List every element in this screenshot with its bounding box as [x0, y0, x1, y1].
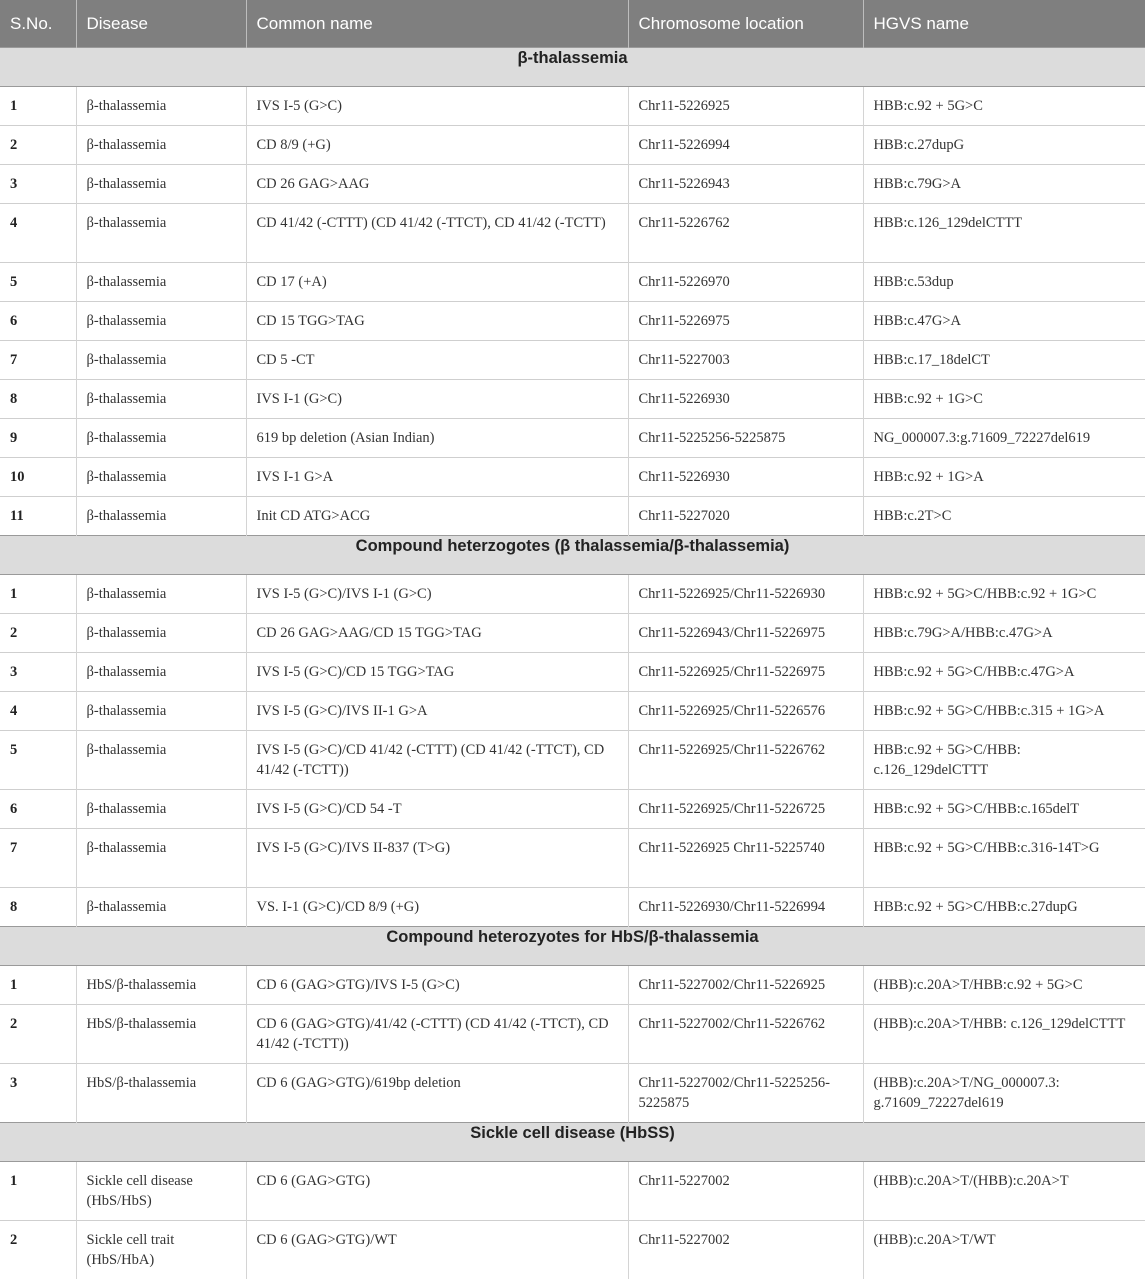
cell-common-name: CD 5 -CT — [246, 341, 628, 380]
cell-hgvs-name: HBB:c.2T>C — [863, 497, 1145, 536]
cell-chromosome-location: Chr11-5226925 — [628, 87, 863, 126]
cell-common-name: Init CD ATG>ACG — [246, 497, 628, 536]
table-body — [0, 48, 1145, 1280]
cell-hgvs-name: HBB:c.92 + 1G>C — [863, 380, 1145, 419]
table-row — [0, 302, 1145, 341]
cell-disease: β-thalassemia — [76, 497, 246, 536]
cell-common-name: CD 41/42 (-CTTT) (CD 41/42 (-TTCT), CD 41/42 (-TCTT) — [246, 204, 628, 263]
table-row — [0, 614, 1145, 653]
cell-sno: 3 — [0, 165, 76, 204]
cell-common-name: IVS I-1 (G>C) — [246, 380, 628, 419]
cell-hgvs-name: HBB:c.126_129delCTTT — [863, 204, 1145, 263]
cell-chromosome-location: Chr11-5226930 — [628, 458, 863, 497]
cell-chromosome-location: Chr11-5226943/Chr11-5226975 — [628, 614, 863, 653]
header-sno: S.No. — [0, 0, 76, 48]
cell-chromosome-location: Chr11-5226762 — [628, 204, 863, 263]
cell-disease: β-thalassemia — [76, 204, 246, 263]
cell-chromosome-location: Chr11-5226930/Chr11-5226994 — [628, 888, 863, 927]
cell-common-name: IVS I-5 (G>C) — [246, 87, 628, 126]
cell-chromosome-location: Chr11-5227003 — [628, 341, 863, 380]
cell-common-name: 619 bp deletion (Asian Indian) — [246, 419, 628, 458]
table-row — [0, 380, 1145, 419]
cell-common-name: CD 15 TGG>TAG — [246, 302, 628, 341]
cell-sno: 7 — [0, 341, 76, 380]
cell-chromosome-location: Chr11-5226930 — [628, 380, 863, 419]
cell-hgvs-name: HBB:c.92 + 5G>C/HBB:c.316-14T>G — [863, 829, 1145, 888]
cell-chromosome-location: Chr11-5227002/Chr11-5226762 — [628, 1005, 863, 1064]
cell-hgvs-name: (HBB):c.20A>T/NG_000007.3: g.71609_72227del619 — [863, 1064, 1145, 1123]
header-disease: Disease — [76, 0, 246, 48]
header-common-name: Common name — [246, 0, 628, 48]
section-title: β-thalassemia — [0, 48, 1145, 87]
cell-chromosome-location: Chr11-5226943 — [628, 165, 863, 204]
cell-common-name: CD 6 (GAG>GTG)/619bp deletion — [246, 1064, 628, 1123]
cell-disease: β-thalassemia — [76, 380, 246, 419]
header-chromosome-location: Chromosome location — [628, 0, 863, 48]
cell-sno: 2 — [0, 126, 76, 165]
cell-disease: β-thalassemia — [76, 575, 246, 614]
section-header-row — [0, 48, 1145, 87]
cell-chromosome-location: Chr11-5226925/Chr11-5226576 — [628, 692, 863, 731]
cell-hgvs-name: (HBB):c.20A>T/HBB: c.126_129delCTTT — [863, 1005, 1145, 1064]
cell-hgvs-name: HBB:c.92 + 5G>C/HBB:c.27dupG — [863, 888, 1145, 927]
cell-hgvs-name: HBB:c.79G>A/HBB:c.47G>A — [863, 614, 1145, 653]
section-title: Compound heterzogotes (β thalassemia/β-thalassemia) — [0, 536, 1145, 575]
cell-sno: 9 — [0, 419, 76, 458]
cell-sno: 1 — [0, 1162, 76, 1221]
cell-hgvs-name: HBB:c.92 + 5G>C/HBB: c.126_129delCTTT — [863, 731, 1145, 790]
table-row — [0, 126, 1145, 165]
table-row — [0, 204, 1145, 263]
cell-hgvs-name: HBB:c.92 + 5G>C/HBB:c.92 + 1G>C — [863, 575, 1145, 614]
cell-sno: 7 — [0, 829, 76, 888]
cell-hgvs-name: HBB:c.53dup — [863, 263, 1145, 302]
cell-sno: 2 — [0, 614, 76, 653]
cell-chromosome-location: Chr11-5226925/Chr11-5226975 — [628, 653, 863, 692]
cell-common-name: CD 26 GAG>AAG — [246, 165, 628, 204]
cell-disease: β-thalassemia — [76, 829, 246, 888]
cell-hgvs-name: HBB:c.92 + 5G>C/HBB:c.47G>A — [863, 653, 1145, 692]
table-row — [0, 263, 1145, 302]
table-row — [0, 731, 1145, 790]
cell-sno: 4 — [0, 204, 76, 263]
cell-common-name: IVS I-1 G>A — [246, 458, 628, 497]
table-row — [0, 341, 1145, 380]
cell-common-name: IVS I-5 (G>C)/IVS II-1 G>A — [246, 692, 628, 731]
table-header — [0, 0, 1145, 48]
cell-chromosome-location: Chr11-5227002 — [628, 1162, 863, 1221]
cell-chromosome-location: Chr11-5226925 Chr11-5225740 — [628, 829, 863, 888]
cell-sno: 2 — [0, 1005, 76, 1064]
table-row — [0, 575, 1145, 614]
cell-common-name: IVS I-5 (G>C)/IVS I-1 (G>C) — [246, 575, 628, 614]
section-header-row — [0, 1123, 1145, 1162]
section-header-row — [0, 927, 1145, 966]
cell-hgvs-name: HBB:c.79G>A — [863, 165, 1145, 204]
table-row — [0, 829, 1145, 888]
cell-sno: 8 — [0, 888, 76, 927]
cell-disease: β-thalassemia — [76, 341, 246, 380]
cell-chromosome-location: Chr11-5226925/Chr11-5226930 — [628, 575, 863, 614]
table-row — [0, 790, 1145, 829]
cell-disease: β-thalassemia — [76, 87, 246, 126]
cell-common-name: CD 6 (GAG>GTG)/IVS I-5 (G>C) — [246, 966, 628, 1005]
cell-sno: 6 — [0, 302, 76, 341]
cell-chromosome-location: Chr11-5227002 — [628, 1221, 863, 1280]
cell-sno: 3 — [0, 1064, 76, 1123]
cell-chromosome-location: Chr11-5227002/Chr11-5225256-5225875 — [628, 1064, 863, 1123]
cell-hgvs-name: HBB:c.92 + 5G>C/HBB:c.315 + 1G>A — [863, 692, 1145, 731]
table-row — [0, 419, 1145, 458]
cell-chromosome-location: Chr11-5226925/Chr11-5226762 — [628, 731, 863, 790]
cell-common-name: CD 6 (GAG>GTG) — [246, 1162, 628, 1221]
cell-chromosome-location: Chr11-5226975 — [628, 302, 863, 341]
cell-disease: HbS/β-thalassemia — [76, 1064, 246, 1123]
cell-chromosome-location: Chr11-5226970 — [628, 263, 863, 302]
cell-common-name: IVS I-5 (G>C)/CD 54 -T — [246, 790, 628, 829]
cell-common-name: VS. I-1 (G>C)/CD 8/9 (+G) — [246, 888, 628, 927]
section-title: Sickle cell disease (HbSS) — [0, 1123, 1145, 1162]
table-row — [0, 497, 1145, 536]
table-row — [0, 1221, 1145, 1280]
table-row — [0, 458, 1145, 497]
cell-chromosome-location: Chr11-5226994 — [628, 126, 863, 165]
cell-disease: β-thalassemia — [76, 888, 246, 927]
table-row — [0, 692, 1145, 731]
cell-sno: 1 — [0, 966, 76, 1005]
cell-common-name: CD 6 (GAG>GTG)/41/42 (-CTTT) (CD 41/42 (-TTCT), CD 41/42 (-TCTT)) — [246, 1005, 628, 1064]
cell-disease: β-thalassemia — [76, 263, 246, 302]
cell-sno: 3 — [0, 653, 76, 692]
cell-disease: β-thalassemia — [76, 692, 246, 731]
cell-common-name: IVS I-5 (G>C)/CD 41/42 (-CTTT) (CD 41/42 (-TTCT), CD 41/42 (-TCTT)) — [246, 731, 628, 790]
cell-disease: β-thalassemia — [76, 653, 246, 692]
cell-sno: 1 — [0, 87, 76, 126]
cell-sno: 8 — [0, 380, 76, 419]
cell-disease: Sickle cell trait (HbS/HbA) — [76, 1221, 246, 1280]
header-hgvs-name: HGVS name — [863, 0, 1145, 48]
cell-common-name: IVS I-5 (G>C)/IVS II-837 (T>G) — [246, 829, 628, 888]
cell-hgvs-name: HBB:c.27dupG — [863, 126, 1145, 165]
table-row — [0, 165, 1145, 204]
table-row — [0, 1064, 1145, 1123]
table-row — [0, 1005, 1145, 1064]
cell-disease: HbS/β-thalassemia — [76, 1005, 246, 1064]
cell-disease: β-thalassemia — [76, 458, 246, 497]
cell-common-name: CD 8/9 (+G) — [246, 126, 628, 165]
table-row — [0, 966, 1145, 1005]
cell-sno: 11 — [0, 497, 76, 536]
cell-disease: β-thalassemia — [76, 731, 246, 790]
cell-hgvs-name: NG_000007.3:g.71609_72227del619 — [863, 419, 1145, 458]
cell-disease: β-thalassemia — [76, 126, 246, 165]
cell-chromosome-location: Chr11-5227020 — [628, 497, 863, 536]
cell-disease: β-thalassemia — [76, 302, 246, 341]
cell-common-name: CD 26 GAG>AAG/CD 15 TGG>TAG — [246, 614, 628, 653]
cell-disease: β-thalassemia — [76, 614, 246, 653]
cell-hgvs-name: HBB:c.17_18delCT — [863, 341, 1145, 380]
cell-disease: β-thalassemia — [76, 165, 246, 204]
cell-sno: 6 — [0, 790, 76, 829]
section-header-row — [0, 536, 1145, 575]
cell-disease: HbS/β-thalassemia — [76, 966, 246, 1005]
cell-chromosome-location: Chr11-5225256-5225875 — [628, 419, 863, 458]
cell-hgvs-name: (HBB):c.20A>T/WT — [863, 1221, 1145, 1280]
cell-sno: 10 — [0, 458, 76, 497]
cell-hgvs-name: (HBB):c.20A>T/(HBB):c.20A>T — [863, 1162, 1145, 1221]
cell-hgvs-name: HBB:c.47G>A — [863, 302, 1145, 341]
cell-disease: β-thalassemia — [76, 419, 246, 458]
table-row — [0, 888, 1145, 927]
cell-sno: 5 — [0, 731, 76, 790]
cell-hgvs-name: HBB:c.92 + 1G>A — [863, 458, 1145, 497]
cell-hgvs-name: (HBB):c.20A>T/HBB:c.92 + 5G>C — [863, 966, 1145, 1005]
cell-common-name: CD 17 (+A) — [246, 263, 628, 302]
cell-sno: 5 — [0, 263, 76, 302]
cell-sno: 2 — [0, 1221, 76, 1280]
cell-hgvs-name: HBB:c.92 + 5G>C/HBB:c.165delT — [863, 790, 1145, 829]
cell-disease: β-thalassemia — [76, 790, 246, 829]
cell-chromosome-location: Chr11-5226925/Chr11-5226725 — [628, 790, 863, 829]
cell-sno: 1 — [0, 575, 76, 614]
cell-common-name: IVS I-5 (G>C)/CD 15 TGG>TAG — [246, 653, 628, 692]
cell-disease: Sickle cell disease (HbS/HbS) — [76, 1162, 246, 1221]
cell-common-name: CD 6 (GAG>GTG)/WT — [246, 1221, 628, 1280]
cell-sno: 4 — [0, 692, 76, 731]
table-row — [0, 653, 1145, 692]
section-title: Compound heterozyotes for HbS/β-thalassemia — [0, 927, 1145, 966]
cell-hgvs-name: HBB:c.92 + 5G>C — [863, 87, 1145, 126]
table-row — [0, 87, 1145, 126]
cell-chromosome-location: Chr11-5227002/Chr11-5226925 — [628, 966, 863, 1005]
table-row — [0, 1162, 1145, 1221]
